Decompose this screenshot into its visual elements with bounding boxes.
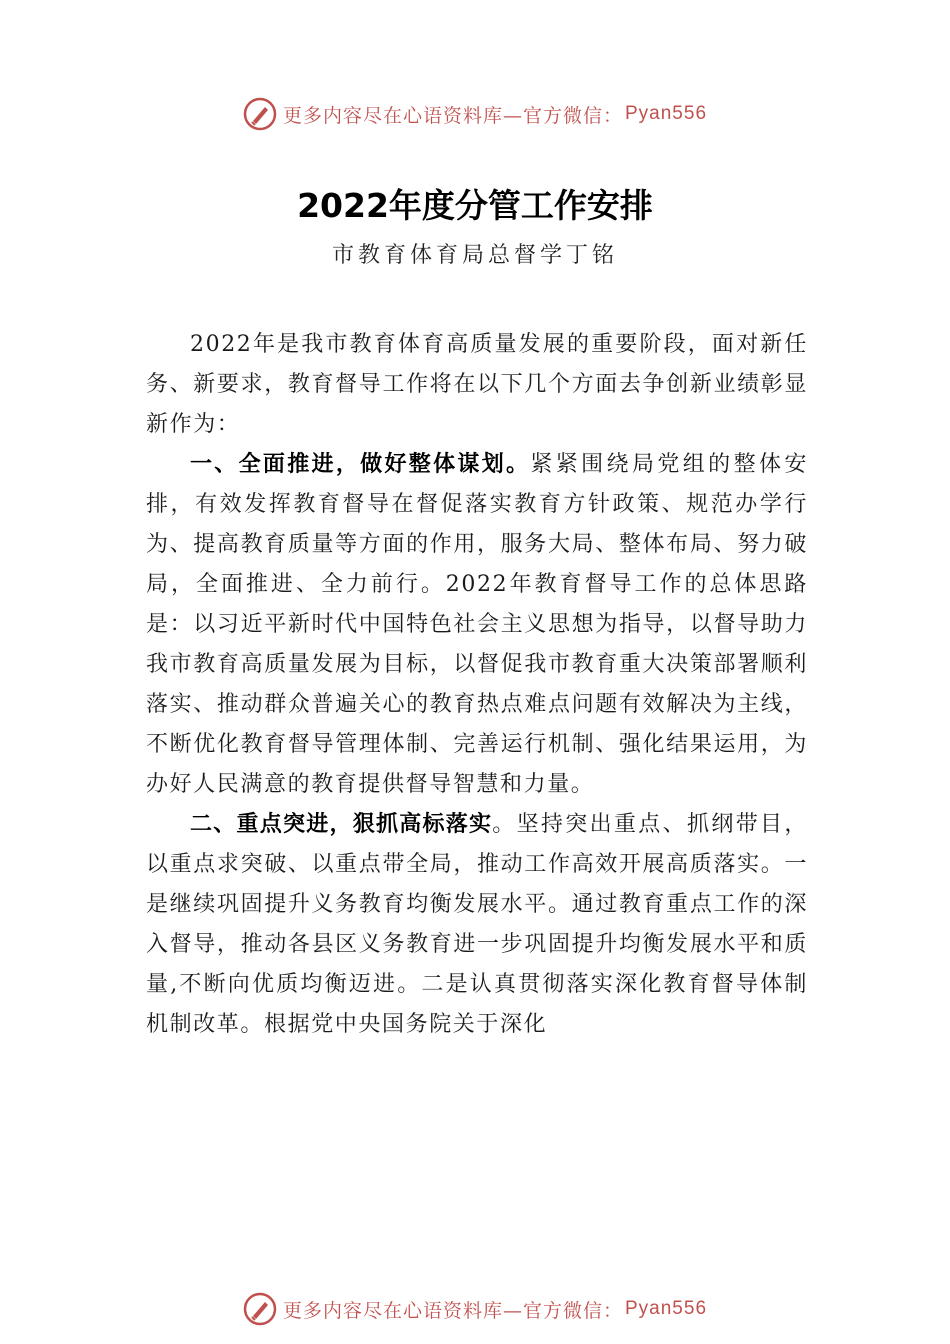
- watermark-wechat-id: Pyan556: [625, 1298, 708, 1319]
- paragraph-section-1: [146, 445, 808, 805]
- pen-nib-icon: [243, 97, 277, 131]
- paragraph-text: 2022年是我市教育体育高质量发展的重要阶段，面对新任务、新要求，教育督导工作将在以下几个方面去争创新业绩彰显新作为：: [146, 332, 808, 437]
- pen-nib-icon: [243, 1292, 277, 1326]
- section-heading: 二、重点突进，狠抓高标落实: [190, 812, 493, 837]
- watermark-header: [0, 94, 950, 134]
- document-author: 市教育体育局总督学丁铭: [331, 243, 618, 268]
- watermark-text: 更多内容尽在心语资料库—官方微信：: [282, 104, 623, 127]
- paragraph-intro: [146, 325, 808, 445]
- paragraph-text: 紧紧围绕局党组的整体安排，有效发挥教育督导在督促落实教育方针政策、规范办学行为、提高教育质量等方面的作用，服务大局、整体布局、努力破局，全面推进、全力前行。2022年教育督导工作的总体思路是：以习近平新时代中国特色社会主义思想为指导，以督导助力我市教育高质量发展为目标，以督促我市教育重大决策部署顺利落实、推动群众普遍关心的教育热点难点问题有效解决为主线，不断优化教育督导管理体制、完善运行机制、强化结果运用，为办好人民满意的教育提供督导智慧和力量。: [146, 452, 808, 797]
- paragraph-section-2: [146, 805, 808, 1045]
- document-title: 2022年度分管工作安排: [297, 186, 653, 225]
- watermark-wechat-id: Pyan556: [625, 103, 708, 124]
- watermark-text: 更多内容尽在心语资料库—官方微信：: [282, 1299, 623, 1322]
- watermark-footer: [0, 1289, 950, 1329]
- document-body: [146, 325, 808, 1045]
- paragraph-text: 。坚持突出重点、抓纲带目，以重点求突破、以重点带全局，推动工作高效开展高质落实。一是继续巩固提升义务教育均衡发展水平。通过教育重点工作的深入督导，推动各县区义务教育进一步巩固提升均衡发展水平和质量,不断向优质均衡迈进。二是认真贯彻落实深化教育督导体制机制改革。根据党中央国务院关于深化: [146, 812, 808, 1037]
- section-heading: 一、全面推进，做好整体谋划。: [190, 452, 531, 477]
